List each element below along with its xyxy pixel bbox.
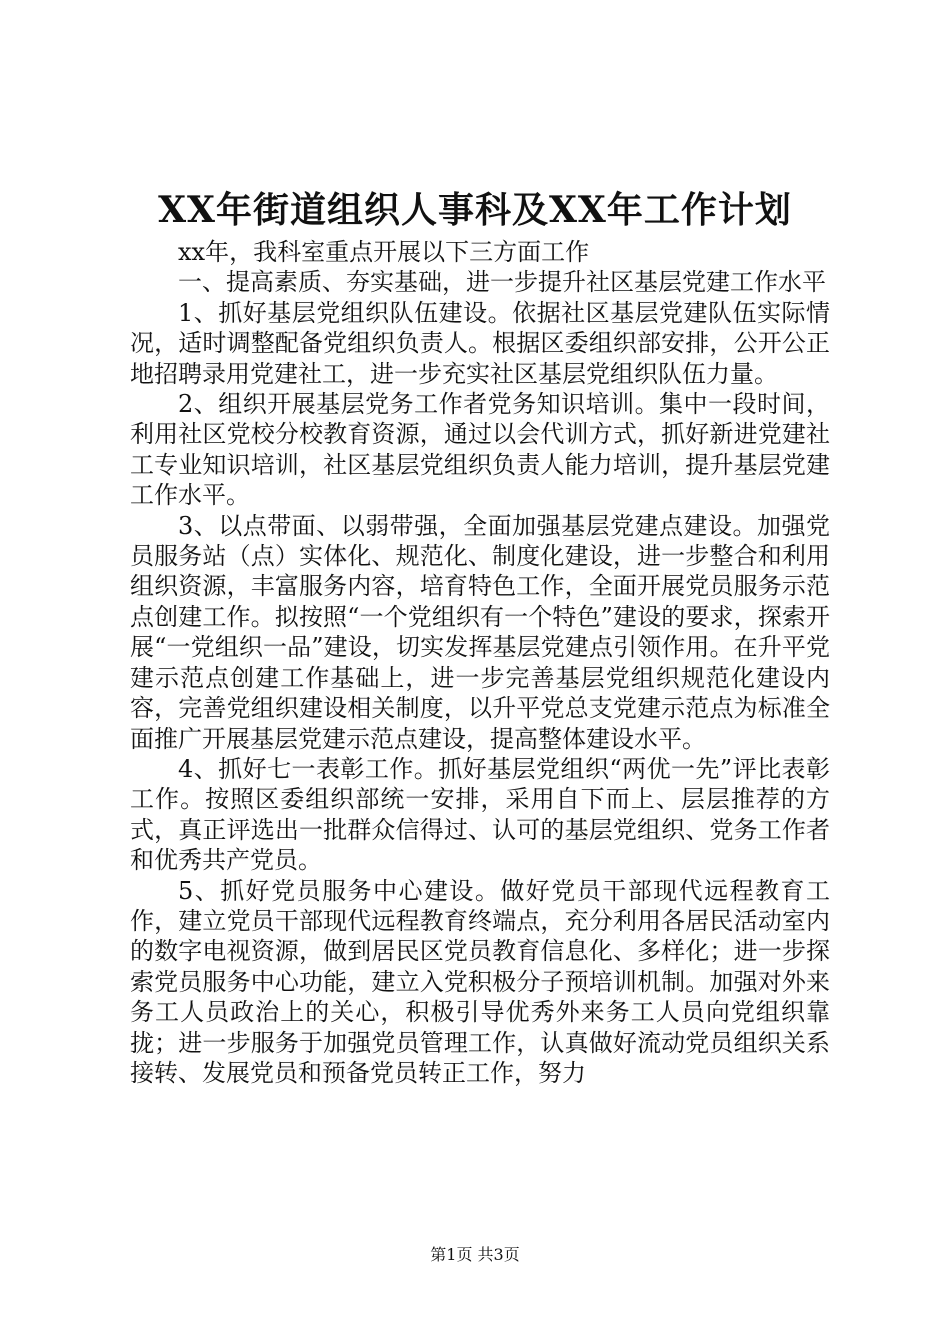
- paragraph-item-1: 1、抓好基层党组织队伍建设。依据社区基层党建队伍实际情况，适时调整配备党组织负责人。根据区委组织部安排，公开公正地招聘录用党建社工，进一步充实社区基层党组织队伍力量。: [130, 298, 830, 388]
- paragraph-item-5: 5、抓好党员服务中心建设。做好党员干部现代远程教育工作，建立党员干部现代远程教育终端点，充分利用各居民活动室内的数字电视资源，做到居民区党员教育信息化、多样化；进一步探索党员服务中心功能，建立入党积极分子预培训机制。加强对外来务工人员政治上的关心，积极引导优秀外来务工人员向党组织靠拢；进一步服务于加强党员管理工作，认真做好流动党员组织关系接转、发展党员和预备党员转正工作，努力: [130, 876, 830, 1087]
- paragraph-intro: xx年，我科室重点开展以下三方面工作: [178, 238, 590, 266]
- paragraph-item-3: 3、以点带面、以弱带强，全面加强基层党建点建设。加强党员服务站（点）实体化、规范化、制度化建设，进一步整合和利用组织资源，丰富服务内容，培育特色工作，全面开展党员服务示范点创建工作。拟按照“一个党组织有一个特色”建设的要求，探索开展“一党组织一品”建设，切实发挥基层党建点引领作用。在升平党建示范点创建工作基础上，进一步完善基层党组织规范化建设内容，完善党组织建设相关制度，以升平党总支党建示范点为标准全面推广开展基层党建示范点建设，提高整体建设水平。: [130, 511, 830, 753]
- page-number: 第1页 共3页: [430, 1245, 520, 1264]
- paragraph-section-heading: 一、提高素质、夯实基础，进一步提升社区基层党建工作水平: [178, 268, 826, 297]
- document-body: [130, 237, 830, 1088]
- paragraph-item-4: 4、抓好七一表彰工作。抓好基层党组织“两优一先”评比表彰工作。按照区委组织部统一安排，采用自下而上、层层推荐的方式，真正评选出一批群众信得过、认可的基层党组织、党务工作者和优秀共产党员。: [130, 754, 830, 875]
- paragraph-item-2: 2、组织开展基层党务工作者党务知识培训。集中一段时间，利用社区党校分校教育资源，通过以会代训方式，抓好新进党建社工专业知识培训，社区基层党组织负责人能力培训，提升基层党建工作水平。: [130, 390, 830, 510]
- document-title: XX年街道组织人事科及XX年工作计划: [158, 189, 792, 231]
